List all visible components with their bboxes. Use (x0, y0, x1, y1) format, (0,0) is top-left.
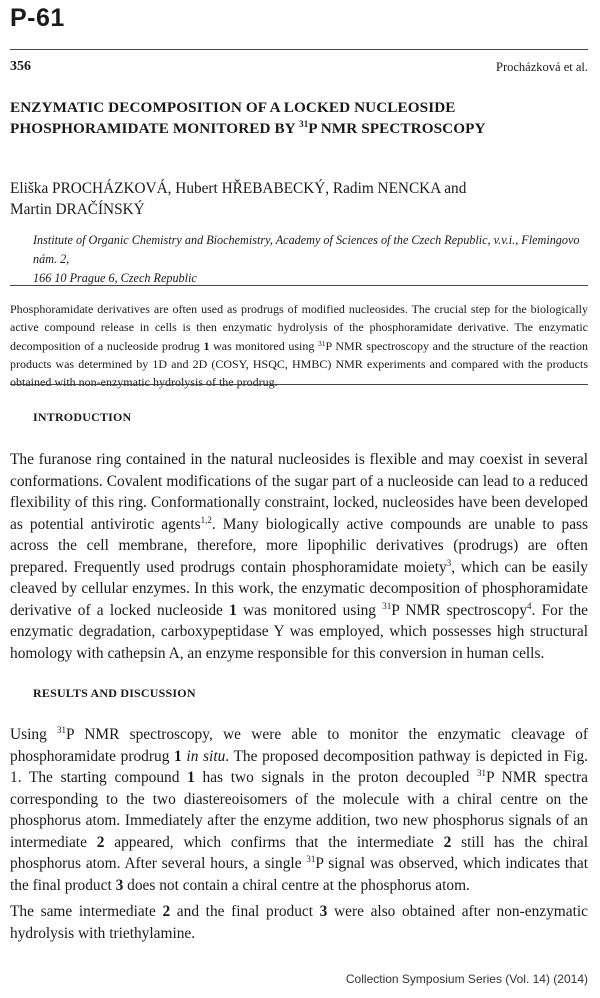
section-heading-results: RESULTS AND DISCUSSION (33, 686, 196, 700)
citation-ref: 4 (527, 600, 532, 611)
section-heading-introduction: INTRODUCTION (33, 410, 132, 424)
results-paragraph-2: The same intermediate 2 and the final product 3 were also obtained after non-enzymatic hydrolysis with triethylamine. (10, 903, 588, 942)
results-paragraph-1: Using $^{31}$P NMR spectroscopy, we were able to monitor the enzymatic cleavage of phosphoramidate prodrug 1 in situ. The proposed decomposition pathway is depicted in Fig. 1. The starting compound 1 has two signals in the proton decoupled $^{31}$P NMR spectra corresponding to the two diastereoisomers of the molecule with a chiral centre on the phosphorus atom. Immediately after the enzyme addition, two new phosphorus signals of an intermediate 2 appeared, which confirms that the intermediate 2 still has the chiral phosphorus atom. After several hours, a single $^{31}$P signal was observed, which indicates that the final product 3 does not contain a chiral centre at the phosphorus atom. (10, 725, 588, 894)
authors-line-1: Eliška PROCHÁZKOVÁ, Hubert HŘEBABECKÝ, Radim NENCKA and (10, 180, 467, 197)
citation-ref: 3 (446, 557, 452, 568)
paper-title (10, 97, 590, 139)
running-author: Procházková et al. (496, 60, 588, 74)
citation-ref: 1,2 (200, 514, 212, 525)
author-list (10, 178, 570, 220)
affiliation (33, 231, 589, 288)
title-line-2: PHOSPHORAMIDATE MONITORED BY $^{31}$P NMR SPECTROSCOPY (10, 119, 486, 137)
page-number: 356 (10, 59, 31, 74)
poster-id: P-61 (10, 4, 65, 32)
authors-line-2: Martin DRAČÍNSKÝ (10, 201, 145, 218)
footer-series: Collection Symposium Series (Vol. 14) (2014) (345, 972, 588, 986)
affiliation-line-2: 166 10 Prague 6, Czech Republic (33, 271, 197, 285)
header-rule (10, 49, 588, 50)
title-line-1: ENZYMATIC DECOMPOSITION OF A LOCKED NUCLEOSIDE (10, 99, 456, 116)
abstract: Phosphoramidate derivatives are often used as prodrugs of modified nucleosides. The crucial step for the biologically active compound release in cells is then enzymatic hydrolysis of the phosphoramidate derivative. The enzymatic decomposition of a nucleoside prodrug 1 was monitored using $^{31}$P NMR spectroscopy and the structure of the reaction products was determined by 1D and 2D (COSY, HSQC, HMBC) NMR experiments and compared with the products obtained with non-enzymatic hydrolysis of the prodrug. (10, 302, 588, 390)
introduction-paragraph: The furanose ring contained in the natural nucleosides is flexible and may coexist in several conformations. Covalent modifications of the sugar part of a nucleoside can lead to a reduced flexibility of this ring. Conformationally constraint, locked, nucleosides have been developed as potential antivirotic agents$^{1,2}$. Many biologically active compounds are unable to pass across the cell membrane, therefore, more lipophilic derivatives (prodrugs) are often prepared. Frequently used prodrugs contain phosphoramidate moiety$^3$, which can be easily cleaved by cellular enzymes. In this work, the enzymatic decomposition of phosphoramidate derivative of a locked nucleoside 1 was monitored using $^{31}$P NMR spectroscopy$^4$. For the enzymatic degradation, carboxypeptidase Y was employed, which possesses high structural homology with cathepsin A, an enzyme responsible for this conversion in human cells. (10, 451, 589, 662)
affiliation-line-1: Institute of Organic Chemistry and Biochemistry, Academy of Sciences of the Czech Republic, v.v.i., Flemingovo nám. 2, (33, 233, 580, 266)
abstract-bottom-rule (10, 384, 588, 385)
abstract-top-rule (10, 285, 588, 286)
